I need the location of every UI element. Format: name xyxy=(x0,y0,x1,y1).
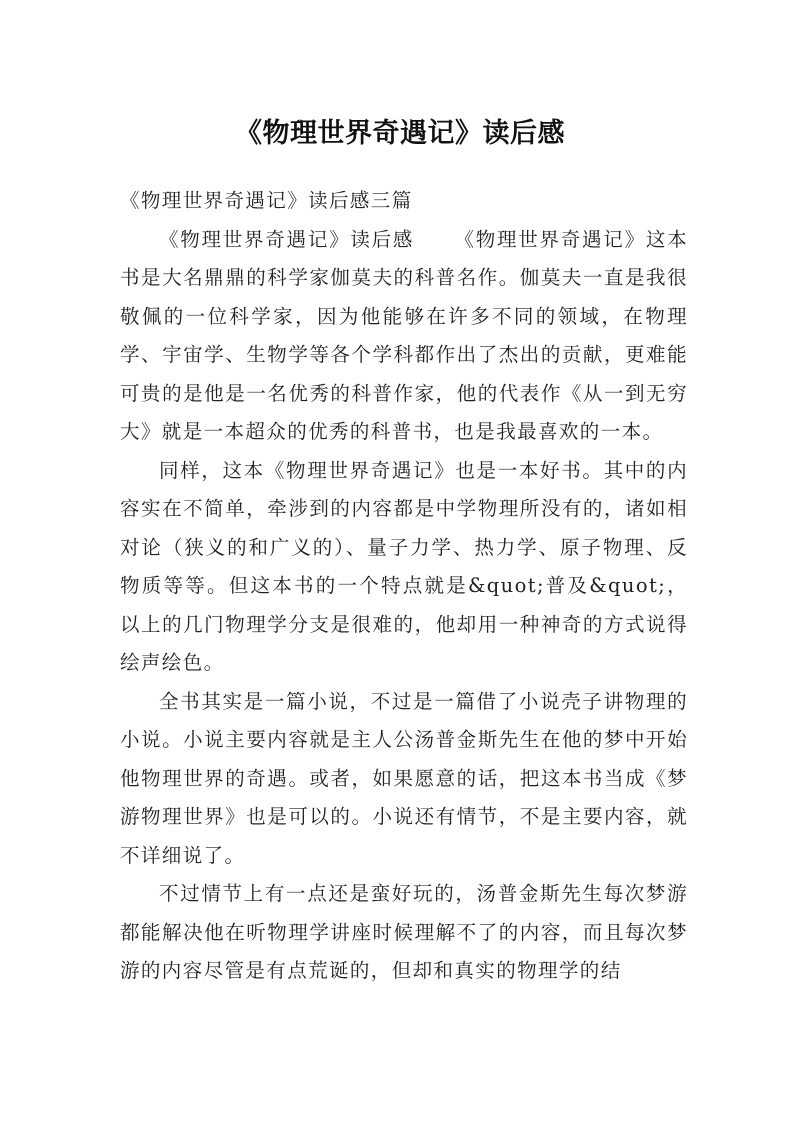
document-body xyxy=(120,182,688,991)
paragraph-1-text: 《物理世界奇遇记》这本书是大名鼎鼎的科学家伽莫夫的科普名作。伽莫夫一直是我很敬佩的一位科学家，因为他能够在许多不同的领域，在物理学、宇宙学、生物学等各个学科都作出了杰出的贡献，更难能可贵的是他是一名优秀的科普作家，他的代表作《从一到无穷大》就是一本超众的优秀的科普书，也是我最喜欢的一本。 xyxy=(120,227,688,443)
paragraph-3: 全书其实是一篇小说，不过是一篇借了小说壳子讲物理的小说。小说主要内容就是主人公汤普金斯先生在他的梦中开始他物理世界的奇遇。或者，如果愿意的话，把这本书当成《梦游物理世界》也是可以的。小说还有情节，不是主要内容，就不详细说了。 xyxy=(120,689,688,867)
paragraph-1 xyxy=(120,221,688,452)
paragraph-4: 不过情节上有一点还是蛮好玩的，汤普金斯先生每次梦游都能解决他在听物理学讲座时候理解不了的内容，而且每次梦游的内容尽管是有点荒诞的，但却和真实的物理学的结 xyxy=(120,882,688,982)
paragraph-2: 同样，这本《物理世界奇遇记》也是一本好书。其中的内容实在不简单，牵涉到的内容都是中学物理所没有的，诸如相对论（狭义的和广义的）、量子力学、热力学、原子物理、反物质等等。但这本书的一个特点就是&quot;普及&quot;，以上的几门物理学分支是很难的，他却用一种神奇的方式说得绘声绘色。 xyxy=(120,458,688,674)
document-subtitle: 《物理世界奇遇记》读后感三篇 xyxy=(120,189,413,212)
paragraph-1-lead: 《物理世界奇遇记》读后感 xyxy=(159,227,415,251)
document-title: 《物理世界奇遇记》读后感 xyxy=(235,118,565,150)
